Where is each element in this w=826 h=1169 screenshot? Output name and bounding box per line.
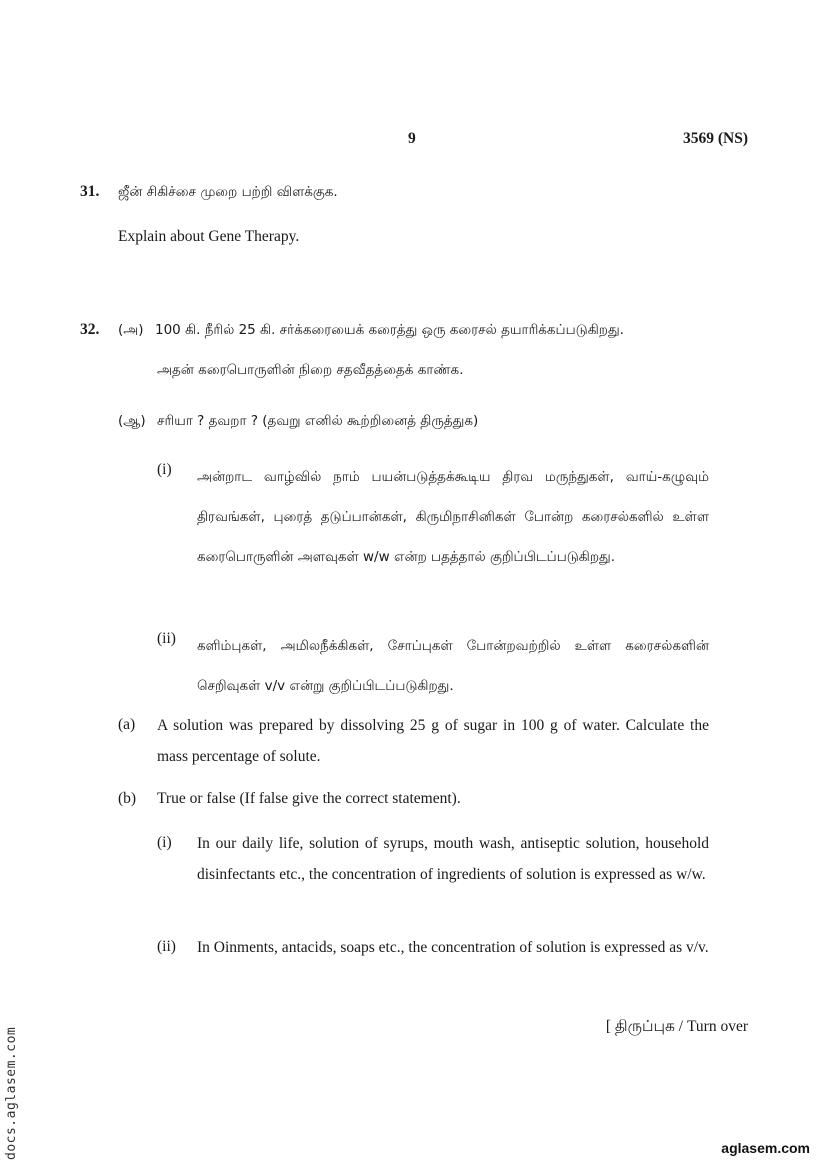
q32-b-i-text: In our daily life, solution of syrups, mouth wash, antiseptic solution, household disinfectants etc., the concentration of ingredients of solution is expressed as w/w. <box>197 835 709 883</box>
q32-b-ii-text: In Oinments, antacids, soaps etc., the concentration of solution is expressed as v/v. <box>197 939 709 956</box>
q32-b-tamil-label: (ஆ) <box>118 413 146 429</box>
q32-a-tamil-line1: 100 கி. நீரில் 25 கி. சர்க்கரையைக் கரைத்து ஒரு கரைசல் தயாரிக்கப்படுகிறது. <box>155 322 624 338</box>
question-31-english: Explain about Gene Therapy. <box>118 228 300 245</box>
q32-b-tamil-ii-text: களிம்புகள், அமிலநீக்கிகள், சோப்புகள் போன்றவற்றில் உள்ள கரைசல்களின் செறிவுகள் v/v என்று குறிப்பிடப்படுகிறது. <box>197 638 709 694</box>
q32-a-label: (a) <box>118 716 136 733</box>
q32-b-label: (b) <box>118 790 137 807</box>
question-31-tamil: ஜீன் சிகிச்சை முறை பற்றி விளக்குக. <box>118 184 338 200</box>
question-32-number: 32. <box>80 321 100 338</box>
turn-over-note: [ திருப்புக / Turn over <box>605 1018 748 1035</box>
brand-watermark: aglasem.com <box>721 1140 810 1156</box>
q32-b-tamil-text: சரியா ? தவறா ? (தவறு எனில் கூற்றினைத் திருத்துக) <box>157 413 479 429</box>
q32-b-tamil-i-label: (i) <box>157 461 172 478</box>
q32-a-tamil-label: (அ) <box>118 322 144 338</box>
q32-a-text: A solution was prepared by dissolving 25 g of sugar in 100 g of water. Calculate the mass percentage of solute. <box>157 717 709 765</box>
q32-b-ii-label: (ii) <box>157 938 176 955</box>
q32-b-i-label: (i) <box>157 834 172 851</box>
paper-code: 3569 (NS) <box>682 130 748 147</box>
q32-b-tamil-ii-label: (ii) <box>157 630 176 647</box>
side-watermark-url: docs.aglasem.com <box>4 1026 19 1160</box>
q32-a-tamil-line2: அதன் கரைபொருளின் நிறை சதவீதத்தைக் காண்க. <box>157 362 464 378</box>
q32-b-text: True or false (If false give the correct statement). <box>157 790 461 807</box>
page-number: 9 <box>408 130 416 147</box>
question-31-number: 31. <box>80 183 100 200</box>
q32-b-tamil-i-text: அன்றாட வாழ்வில் நாம் பயன்படுத்தக்கூடிய திரவ மருந்துகள், வாய்-கழுவும் திரவங்கள், புரைத் தடுப்பான்கள், கிருமிநாசினிகள் போன்ற கரைசல்களில் உள்ள கரைபொருளின் அளவுகள் w/w என்ற பதத்தால் குறிப்பிடப்படுகிறது. <box>197 469 709 565</box>
